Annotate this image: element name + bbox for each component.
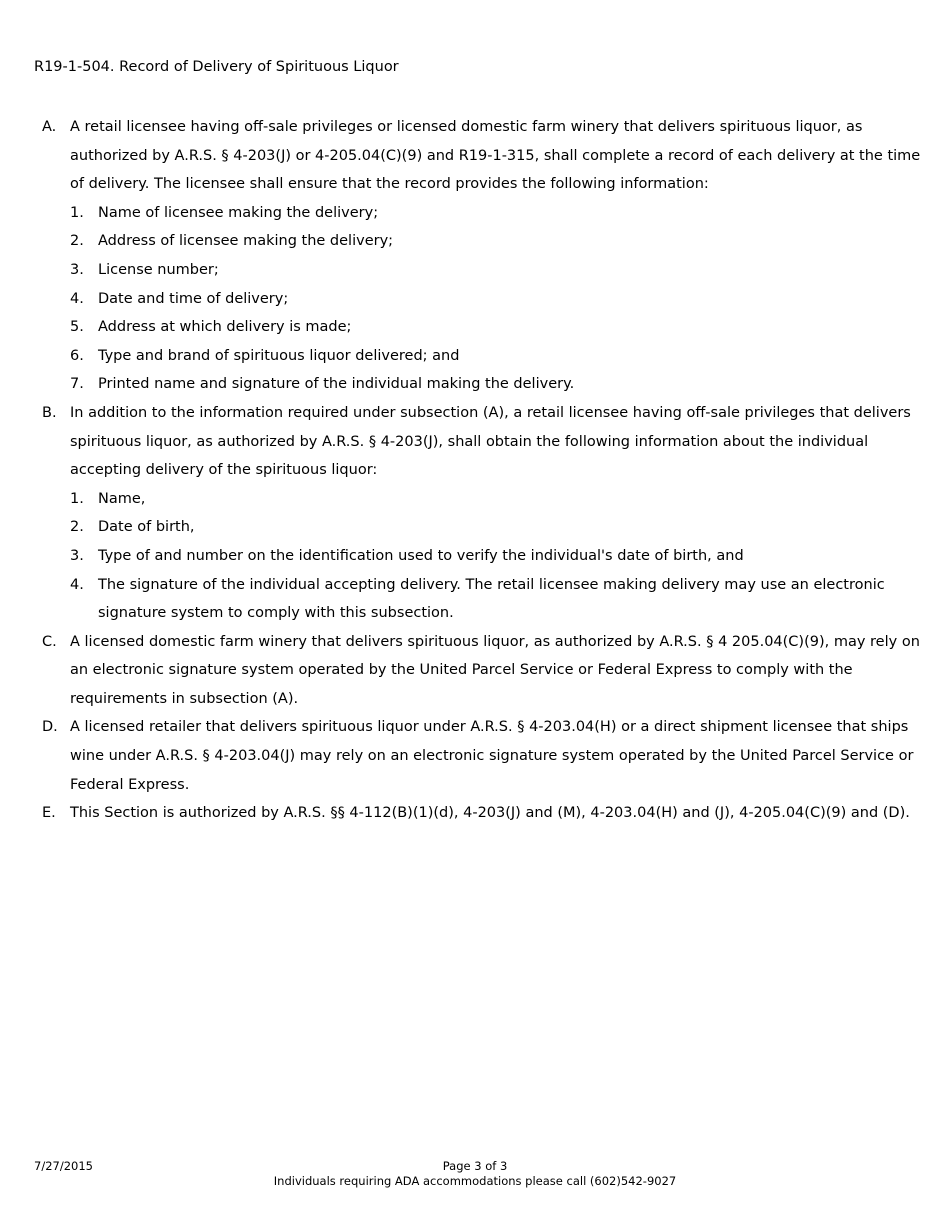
footer-ada-notice: Individuals requiring ADA accommodations please call (602)542-9027	[273, 1174, 677, 1188]
section-e	[42, 799, 922, 828]
section-d	[42, 713, 922, 799]
section-text: A licensed retailer that delivers spirituous liquor under A.R.S. § 4-203.04(H) or a direct shipment licensee that ships wine under A.R.S. § 4-203.04(J) may rely on an electronic signature system operated by the United Parcel Service or Federal Express.	[70, 719, 914, 793]
footer-date: 7/27/2015	[34, 1159, 93, 1173]
item-number: 3.	[70, 261, 84, 278]
list-item	[70, 571, 922, 628]
item-number: 3.	[70, 547, 84, 564]
section-label: D.	[42, 719, 58, 736]
section-items	[70, 485, 922, 628]
list-item	[70, 370, 922, 399]
section-c	[42, 628, 922, 714]
list-item	[70, 256, 922, 285]
item-number: 2.	[70, 519, 84, 536]
section-items	[70, 199, 922, 399]
section-list	[42, 113, 922, 828]
item-text: Address at which delivery is made;	[98, 319, 352, 336]
section-text: A licensed domestic farm winery that delivers spirituous liquor, as authorized by A.R.S. § 4 205.04(C)(9), may rely on an electronic signature system operated by the United Parcel Service or Federal Express to comply with the requirements in subsection (A).	[70, 633, 920, 707]
list-item	[70, 513, 922, 542]
section-a	[42, 113, 922, 399]
section-label: E.	[42, 805, 56, 822]
section-label: B.	[42, 404, 57, 421]
list-item	[70, 313, 922, 342]
list-item	[70, 227, 922, 256]
section-label: C.	[42, 633, 57, 650]
list-item	[70, 542, 922, 571]
section-text: In addition to the information required under subsection (A), a retail licensee having off-sale privileges that delivers spirituous liquor, as authorized by A.R.S. § 4-203(J), shall obtain the following information about the individual accepting delivery of the spirituous liquor:	[70, 404, 911, 479]
item-number: 6.	[70, 347, 84, 364]
item-number: 1.	[70, 490, 84, 507]
item-text: Type and brand of spirituous liquor delivered; and	[98, 347, 460, 364]
list-item	[70, 199, 922, 228]
item-text: License number;	[98, 261, 219, 278]
item-text: Date of birth,	[98, 519, 195, 536]
item-text: Type of and number on the identification used to verify the individual's date of birth, and	[98, 547, 744, 564]
item-number: 2.	[70, 233, 84, 250]
item-text: Name,	[98, 490, 146, 507]
item-text: The signature of the individual accepting delivery. The retail licensee making delivery may use an electronic signature system to comply with this subsection.	[98, 576, 885, 622]
item-text: Printed name and signature of the individual making the delivery.	[98, 376, 575, 393]
section-text: This Section is authorized by A.R.S. §§ 4-112(B)(1)(d), 4-203(J) and (M), 4-203.04(H) and (J), 4-205.04(C)(9) and (D).	[70, 805, 910, 822]
list-item	[70, 342, 922, 371]
list-item	[70, 285, 922, 314]
list-item	[70, 485, 922, 514]
item-text: Address of licensee making the delivery;	[98, 233, 394, 250]
section-b	[42, 399, 922, 628]
document-title: R19-1-504. Record of Delivery of Spirituous Liquor	[34, 59, 399, 75]
item-number: 5.	[70, 319, 84, 336]
item-text: Name of licensee making the delivery;	[98, 204, 379, 221]
item-number: 4.	[70, 290, 84, 307]
item-number: 1.	[70, 204, 84, 221]
item-text: Date and time of delivery;	[98, 290, 289, 307]
item-number: 7.	[70, 376, 84, 393]
footer-page-number: Page 3 of 3	[442, 1159, 508, 1173]
item-number: 4.	[70, 576, 84, 593]
section-text: A retail licensee having off-sale privileges or licensed domestic farm winery that delivers spirituous liquor, as authorized by A.R.S. § 4-203(J) or 4-205.04(C)(9) and R19-1-315, shall complete a record of each delivery at the time of delivery. The licensee shall ensure that the record provides the following information:	[70, 119, 921, 193]
section-label: A.	[42, 119, 57, 135]
